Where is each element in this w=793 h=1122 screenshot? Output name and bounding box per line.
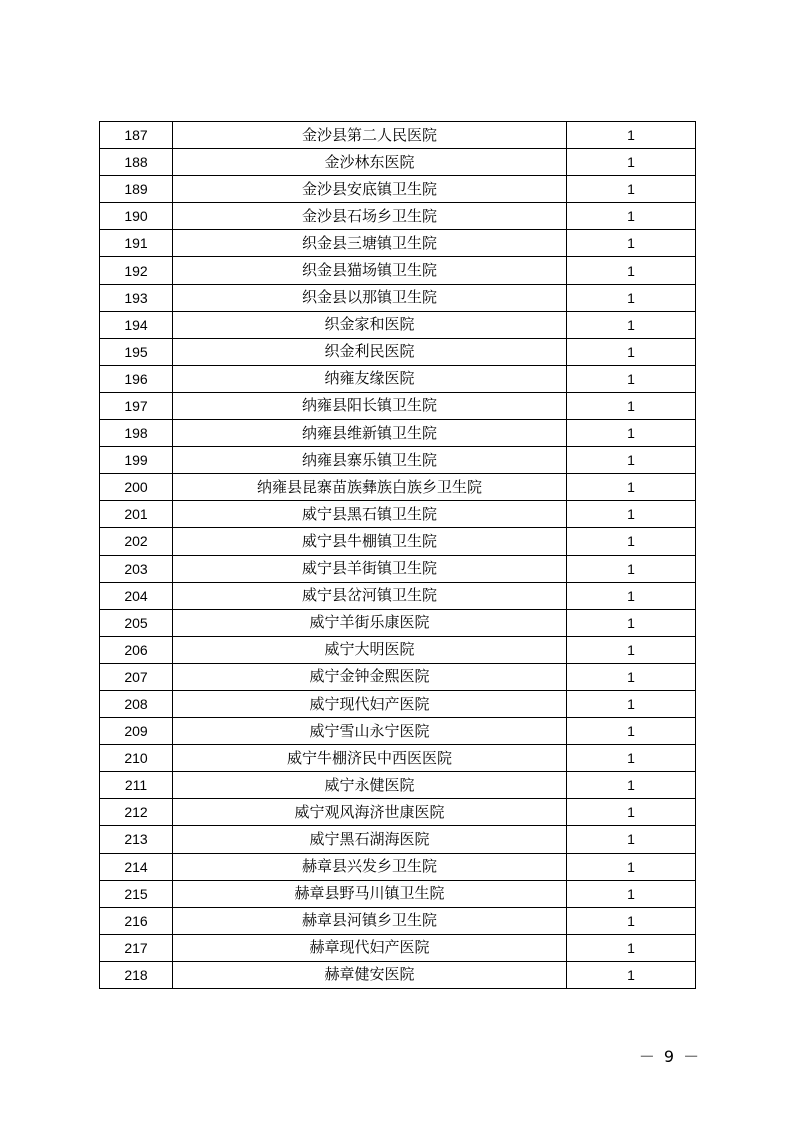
hospital-name-cell: 威宁永健医院 [173,772,567,799]
count-cell: 1 [567,338,696,365]
row-number-cell: 194 [100,311,173,338]
hospital-name-cell: 威宁县黑石镇卫生院 [173,501,567,528]
row-number-cell: 206 [100,636,173,663]
row-number-cell: 209 [100,718,173,745]
count-cell: 1 [567,826,696,853]
table-row [100,826,696,853]
row-number-cell: 200 [100,474,173,501]
row-number-cell: 193 [100,284,173,311]
hospital-name-cell: 织金家和医院 [173,311,567,338]
row-number-cell: 217 [100,934,173,961]
hospital-name-cell: 金沙县第二人民医院 [173,122,567,149]
hospital-name-cell: 织金县猫场镇卫生院 [173,257,567,284]
row-number-cell: 202 [100,528,173,555]
row-number-cell: 207 [100,663,173,690]
count-cell: 1 [567,880,696,907]
row-number-cell: 205 [100,609,173,636]
row-number-cell: 218 [100,961,173,988]
count-cell: 1 [567,420,696,447]
table-row [100,474,696,501]
table-row [100,961,696,988]
hospital-name-cell: 织金利民医院 [173,338,567,365]
hospital-name-cell: 威宁观风海济世康医院 [173,799,567,826]
hospital-name-cell: 威宁雪山永宁医院 [173,718,567,745]
row-number-cell: 191 [100,230,173,257]
row-number-cell: 199 [100,447,173,474]
table-row [100,609,696,636]
hospital-name-cell: 纳雍县寨乐镇卫生院 [173,447,567,474]
row-number-cell: 190 [100,203,173,230]
hospital-name-cell: 金沙县石场乡卫生院 [173,203,567,230]
row-number-cell: 201 [100,501,173,528]
table-row [100,230,696,257]
count-cell: 1 [567,203,696,230]
hospital-name-cell: 赫章县野马川镇卫生院 [173,880,567,907]
count-cell: 1 [567,501,696,528]
row-number-cell: 204 [100,582,173,609]
hospital-name-cell: 织金县以那镇卫生院 [173,284,567,311]
count-cell: 1 [567,474,696,501]
count-cell: 1 [567,772,696,799]
count-cell: 1 [567,853,696,880]
row-number-cell: 187 [100,122,173,149]
table-row [100,745,696,772]
count-cell: 1 [567,149,696,176]
table-row [100,636,696,663]
count-cell: 1 [567,663,696,690]
table-row [100,799,696,826]
row-number-cell: 211 [100,772,173,799]
row-number-cell: 216 [100,907,173,934]
table-row [100,176,696,203]
hospital-table [99,121,696,989]
count-cell: 1 [567,447,696,474]
hospital-name-cell: 纳雍县阳长镇卫生院 [173,392,567,419]
table-row [100,528,696,555]
hospital-name-cell: 威宁县牛棚镇卫生院 [173,528,567,555]
hospital-name-cell: 金沙县安底镇卫生院 [173,176,567,203]
count-cell: 1 [567,907,696,934]
table-row [100,934,696,961]
count-cell: 1 [567,690,696,717]
hospital-name-cell: 威宁金钟金熙医院 [173,663,567,690]
hospital-name-cell: 威宁牛棚济民中西医医院 [173,745,567,772]
row-number-cell: 197 [100,392,173,419]
count-cell: 1 [567,609,696,636]
count-cell: 1 [567,799,696,826]
table-row [100,772,696,799]
hospital-name-cell: 赫章健安医院 [173,961,567,988]
count-cell: 1 [567,961,696,988]
table-row [100,122,696,149]
row-number-cell: 214 [100,853,173,880]
row-number-cell: 212 [100,799,173,826]
hospital-name-cell: 威宁现代妇产医院 [173,690,567,717]
page-number: － 9 － [638,1047,702,1066]
count-cell: 1 [567,718,696,745]
row-number-cell: 198 [100,420,173,447]
count-cell: 1 [567,176,696,203]
table-row [100,582,696,609]
table-row [100,392,696,419]
row-number-cell: 188 [100,149,173,176]
hospital-name-cell: 赫章现代妇产医院 [173,934,567,961]
count-cell: 1 [567,392,696,419]
row-number-cell: 203 [100,555,173,582]
count-cell: 1 [567,311,696,338]
row-number-cell: 215 [100,880,173,907]
hospital-name-cell: 赫章县兴发乡卫生院 [173,853,567,880]
hospital-name-cell: 金沙林东医院 [173,149,567,176]
count-cell: 1 [567,284,696,311]
count-cell: 1 [567,257,696,284]
table-row [100,338,696,365]
count-cell: 1 [567,230,696,257]
count-cell: 1 [567,636,696,663]
table-row [100,718,696,745]
count-cell: 1 [567,555,696,582]
count-cell: 1 [567,528,696,555]
hospital-name-cell: 纳雍友缘医院 [173,365,567,392]
table-row [100,907,696,934]
table-row [100,663,696,690]
table-row [100,311,696,338]
hospital-name-cell: 纳雍县昆寨苗族彝族白族乡卫生院 [173,474,567,501]
count-cell: 1 [567,934,696,961]
table-row [100,420,696,447]
hospital-name-cell: 织金县三塘镇卫生院 [173,230,567,257]
hospital-name-cell: 威宁大明医院 [173,636,567,663]
table-row [100,880,696,907]
count-cell: 1 [567,745,696,772]
table-row [100,853,696,880]
row-number-cell: 210 [100,745,173,772]
count-cell: 1 [567,122,696,149]
table-row [100,447,696,474]
table-row [100,365,696,392]
table-row [100,284,696,311]
hospital-name-cell: 赫章县河镇乡卫生院 [173,907,567,934]
count-cell: 1 [567,582,696,609]
row-number-cell: 189 [100,176,173,203]
hospital-name-cell: 纳雍县维新镇卫生院 [173,420,567,447]
row-number-cell: 196 [100,365,173,392]
table-row [100,501,696,528]
table-row [100,149,696,176]
row-number-cell: 192 [100,257,173,284]
hospital-name-cell: 威宁县岔河镇卫生院 [173,582,567,609]
count-cell: 1 [567,365,696,392]
table-row [100,690,696,717]
hospital-table-body [100,122,696,989]
table-row [100,203,696,230]
table-row [100,257,696,284]
hospital-name-cell: 威宁县羊街镇卫生院 [173,555,567,582]
hospital-name-cell: 威宁黑石湖海医院 [173,826,567,853]
table-row [100,555,696,582]
row-number-cell: 195 [100,338,173,365]
hospital-name-cell: 威宁羊街乐康医院 [173,609,567,636]
row-number-cell: 208 [100,690,173,717]
row-number-cell: 213 [100,826,173,853]
